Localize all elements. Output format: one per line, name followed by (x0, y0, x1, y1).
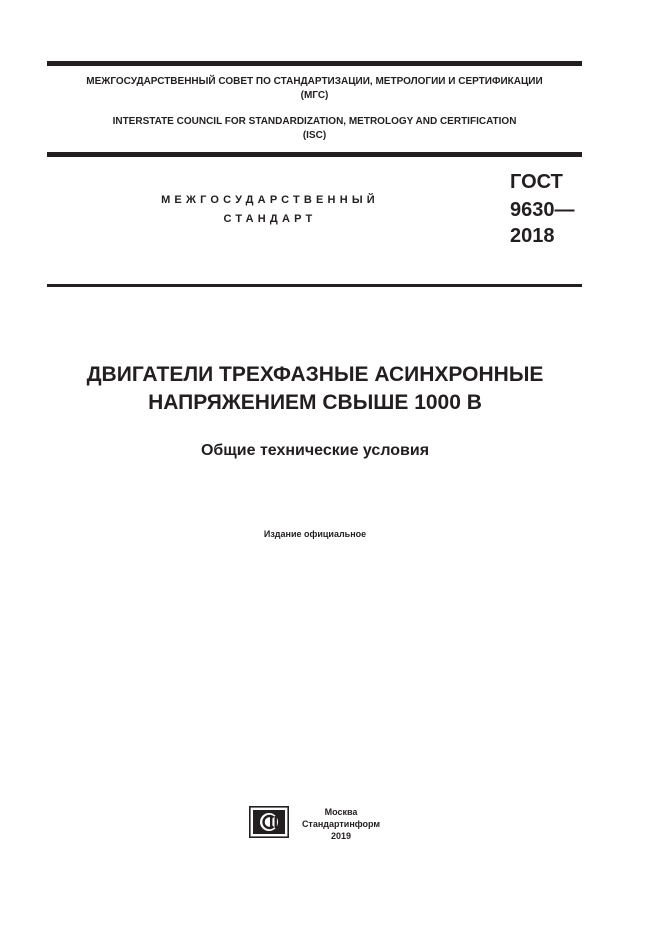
council-name-ru (47, 75, 582, 103)
top-rule (47, 61, 582, 66)
imprint-city: Москва (324, 807, 358, 817)
gost-year: 2018 (510, 225, 555, 247)
document-title-line2: НАПРЯЖЕНИЕМ СВЫШЕ 1000 В (148, 391, 482, 414)
middle-rule (47, 152, 582, 157)
council-abbr-en: (ISC) (302, 130, 327, 141)
gost-number: 9630— (510, 199, 575, 221)
standard-kind-line2: СТАНДАРТ (223, 213, 317, 225)
document-subtitle: Общие технические условия (200, 442, 430, 459)
publisher-logo-icon (249, 806, 289, 838)
council-name-en (47, 115, 582, 143)
gost-prefix: ГОСТ (510, 171, 563, 193)
lower-rule (47, 284, 582, 287)
council-name-ru-line: МЕЖГОСУДАРСТВЕННЫЙ СОВЕТ ПО СТАНДАРТИЗАЦИИ, МЕТРОЛОГИИ И СЕРТИФИКАЦИИ (86, 76, 543, 87)
council-abbr-ru: (МГС) (300, 90, 329, 101)
council-name-en-line: INTERSTATE COUNCIL FOR STANDARDIZATION, METROLOGY AND CERTIFICATION (112, 116, 517, 127)
imprint-year: 2019 (330, 831, 352, 841)
edition-note: Издание официальное (263, 529, 367, 539)
imprint-publisher: Стандартинформ (301, 819, 381, 829)
standard-kind-line1: МЕЖГОСУДАРСТВЕННЫЙ (161, 194, 379, 206)
document-title-line1: ДВИГАТЕЛИ ТРЕХФАЗНЫЕ АСИНХРОННЫЕ (86, 363, 544, 386)
